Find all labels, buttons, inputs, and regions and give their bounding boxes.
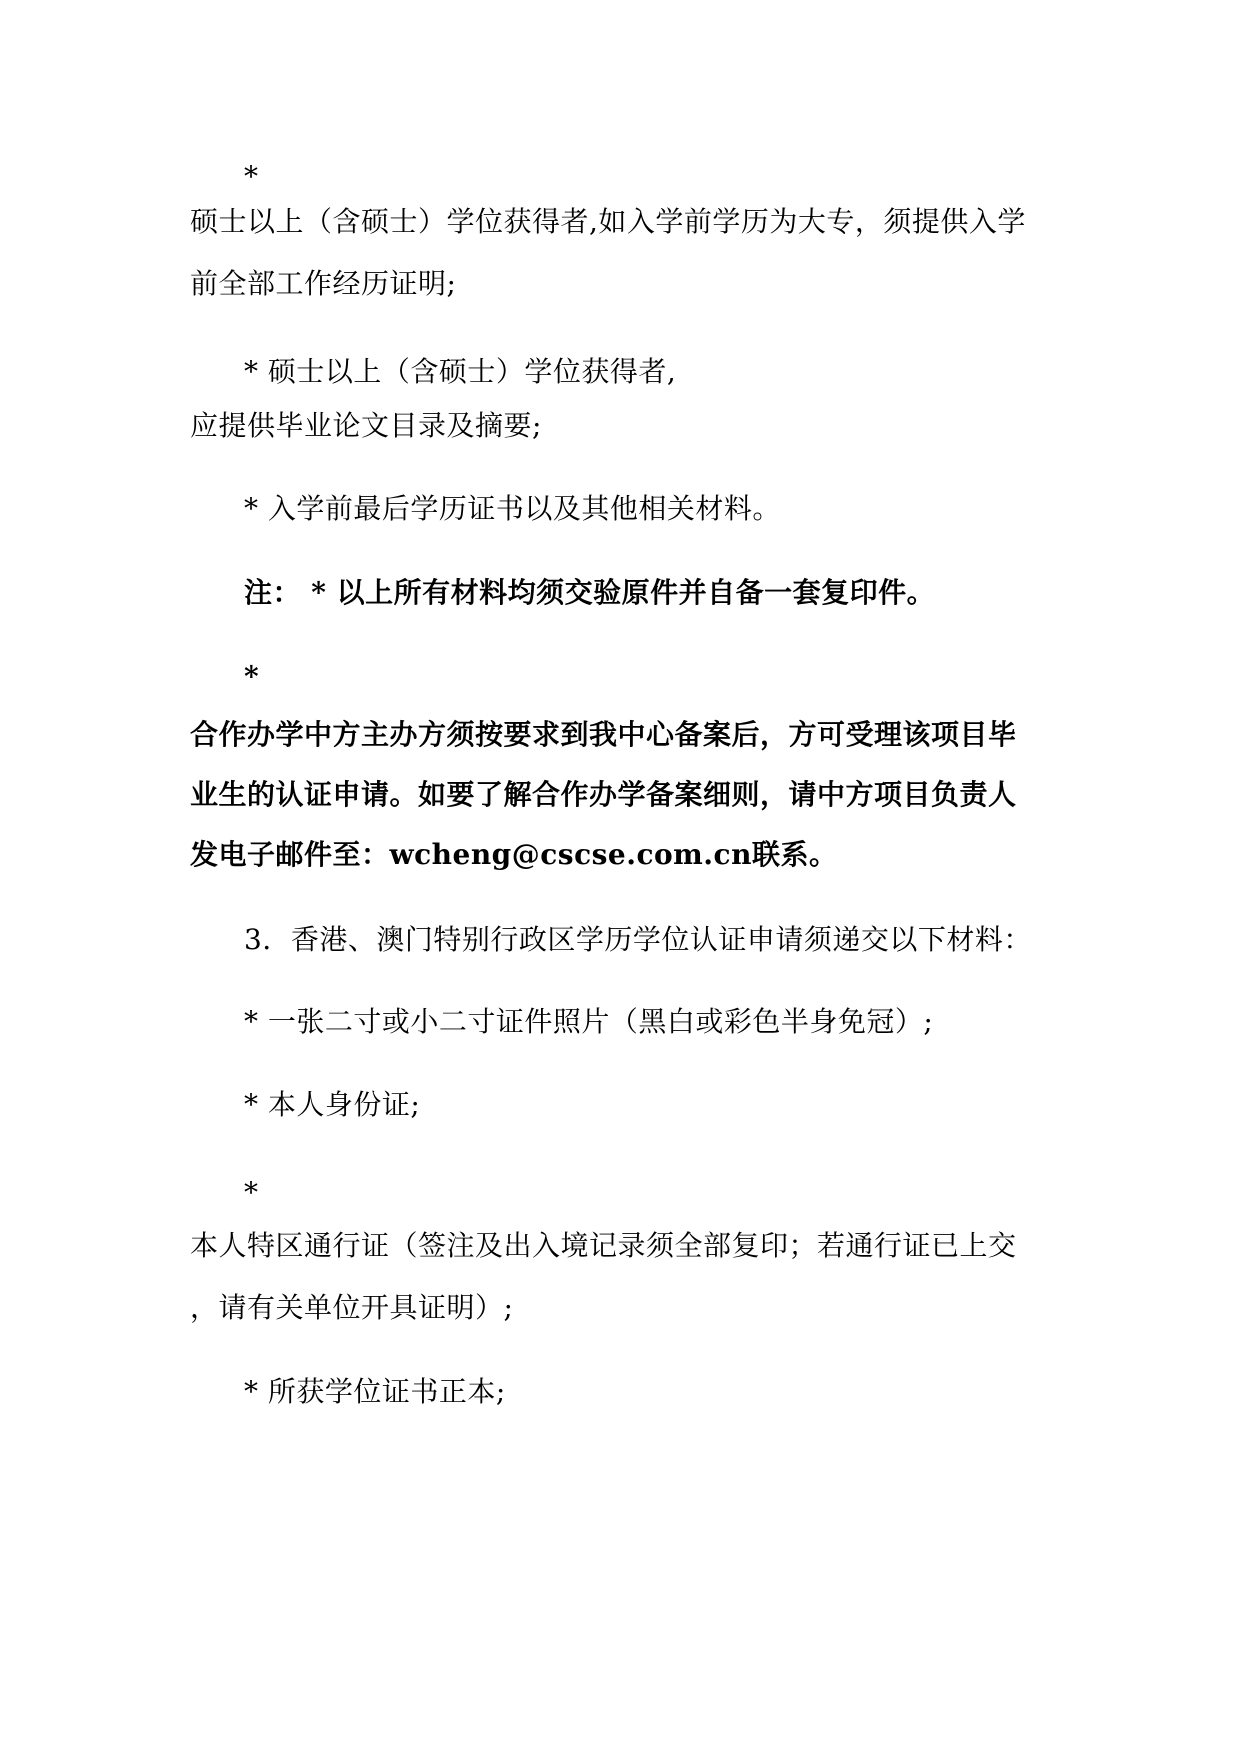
text-line: 本人特区通行证（签注及出入境记录须全部复印；若通行证已上交 — [190, 1229, 1017, 1262]
text-line: * — [244, 1176, 259, 1209]
text-line: 应提供毕业论文目录及摘要; — [190, 409, 542, 442]
text-line: 硕士以上（含硕士）学位获得者,如入学前学历为大专，须提供入学 — [190, 205, 1026, 238]
text-line: * 本人身份证; — [244, 1088, 421, 1121]
text-line: * 硕士以上（含硕士）学位获得者, — [244, 355, 677, 388]
note-line: 合作办学中方主办方须按要求到我中心备案后，方可受理该项目毕 — [190, 718, 1017, 751]
text-line: * 一张二寸或小二寸证件照片（黑白或彩色半身免冠）; — [244, 1005, 934, 1038]
note-line: 业生的认证申请。如要了解合作办学备案细则，请中方项目负责人 — [190, 778, 1017, 811]
text-line: ，请有关单位开具证明）; — [190, 1291, 514, 1324]
text-line: * — [244, 160, 259, 193]
note-line: 发电子邮件至：wcheng@cscse.com.cn联系。 — [190, 838, 838, 871]
text-line: 前全部工作经历证明; — [190, 267, 457, 300]
note-line: * — [244, 660, 260, 693]
text-line: * 入学前最后学历证书以及其他相关材料。 — [244, 492, 781, 525]
section-heading: 3．香港、澳门特别行政区学历学位认证申请须递交以下材料： — [244, 923, 1032, 956]
note-line: 注： * 以上所有材料均须交验原件并自备一套复印件。 — [244, 576, 936, 609]
text-line: * 所获学位证书正本; — [244, 1375, 506, 1408]
